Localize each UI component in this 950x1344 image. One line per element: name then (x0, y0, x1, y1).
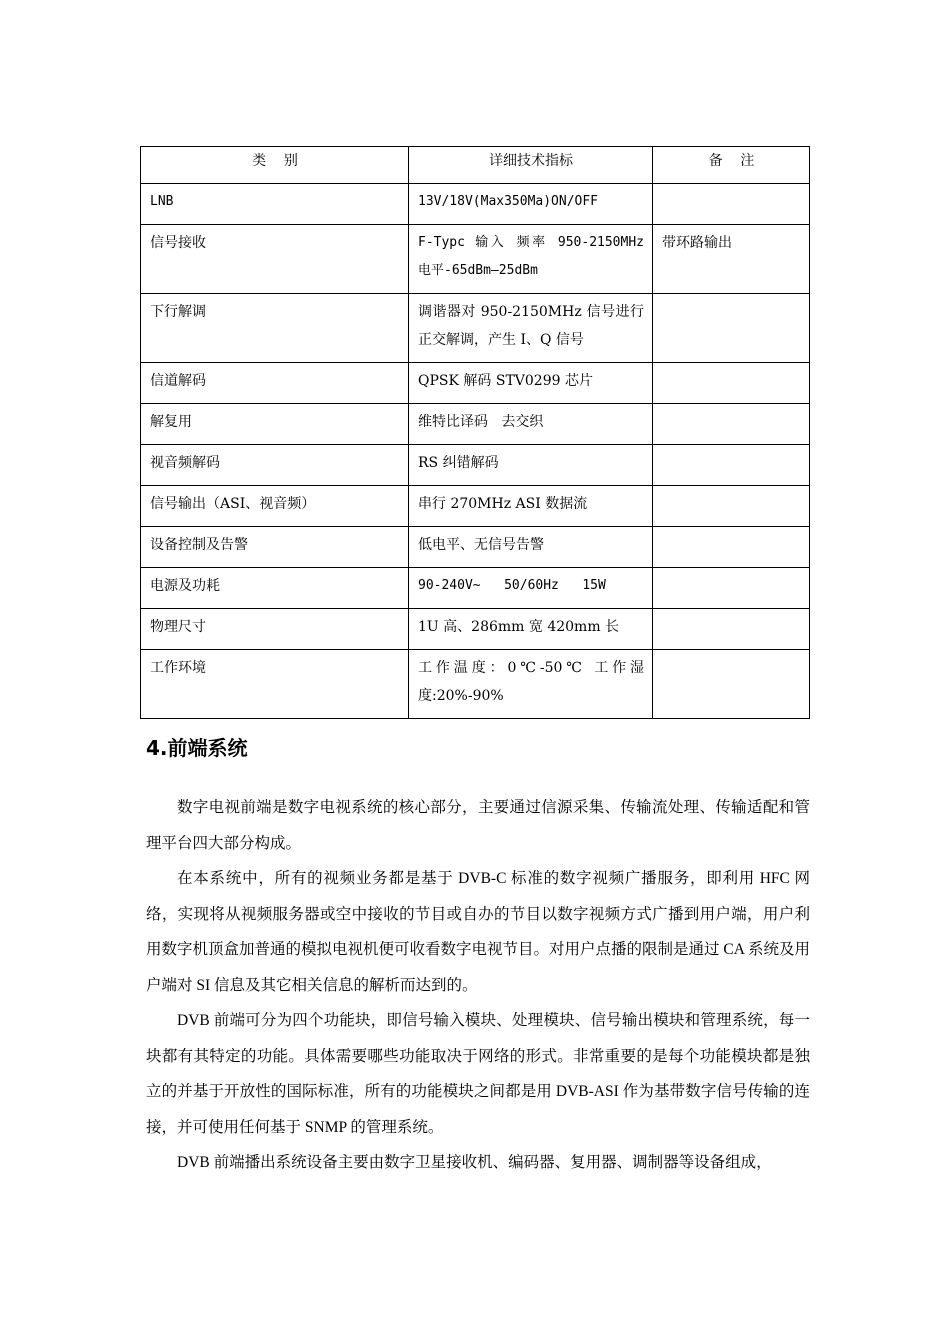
table-row (141, 363, 810, 404)
cell-note (653, 568, 810, 609)
cell-note (653, 527, 810, 568)
cell-detail: 串行 270MHz ASI 数据流 (409, 486, 653, 527)
cell-detail: 维特比译码 去交织 (409, 404, 653, 445)
header-detail: 详细技术指标 (409, 147, 653, 184)
cell-detail: 调谐器对 950-2150MHz 信号进行正交解调，产生 I、Q 信号 (409, 294, 653, 363)
table-row (141, 486, 810, 527)
cell-note (653, 184, 810, 225)
spec-table (140, 146, 810, 719)
cell-detail: RS 纠错解码 (409, 445, 653, 486)
cell-category: 信号接收 (141, 225, 409, 294)
cell-note (653, 609, 810, 650)
paragraph: 数字电视前端是数字电视系统的核心部分，主要通过信源采集、传输流处理、传输适配和管理平台四大部分构成。 (146, 799, 810, 852)
table-row (141, 225, 810, 294)
cell-note (653, 294, 810, 363)
cell-note: 带环路输出 (653, 225, 810, 294)
cell-category: 设备控制及告警 (141, 527, 409, 568)
table-row (141, 445, 810, 486)
paragraph: DVB 前端可分为四个功能块，即信号输入模块、处理模块、信号输出模块和管理系统，每一块都有其特定的功能。具体需要哪些功能取决于网络的形式。非常重要的是每个功能模块都是独立的并基于开放性的国际标准，所有的功能模块之间都是用 DVB-ASI 作为基带数字信号传输的连接，并可使用任何基于 SNMP 的管理系统。 (146, 1012, 810, 1136)
cell-category: 视音频解码 (141, 445, 409, 486)
table-header-row (141, 147, 810, 184)
cell-category: LNB (141, 184, 409, 225)
cell-detail: 1U 高、286mm 宽 420mm 长 (409, 609, 653, 650)
table-row (141, 527, 810, 568)
cell-note (653, 486, 810, 527)
body-text (146, 790, 810, 1181)
cell-detail: F-Typc 输入 频率 950-2150MHz 电平-65dBm—25dBm (409, 225, 653, 294)
cell-category: 物理尺寸 (141, 609, 409, 650)
table-row (141, 294, 810, 363)
header-note: 备 注 (653, 147, 810, 184)
table-row (141, 650, 810, 719)
paragraph: 在本系统中，所有的视频业务都是基于 DVB-C 标准的数字视频广播服务，即利用 HFC 网络，实现将从视频服务器或空中接收的节目或自办的节目以数字视频方式广播到用户端，用户利用数字机顶盒加普通的模拟电视机便可收看数字电视节目。对用户点播的限制是通过 CA 系统及用户端对 SI 信息及其它相关信息的解析而达到的。 (146, 870, 810, 994)
section-heading: 4.前端系统 (146, 736, 248, 760)
paragraph: DVB 前端播出系统设备主要由数字卫星接收机、编码器、复用器、调制器等设备组成， (177, 1154, 772, 1171)
header-category: 类 别 (141, 147, 409, 184)
cell-detail: 13V/18V(Max350Ma)ON/OFF (409, 184, 653, 225)
table-row (141, 609, 810, 650)
cell-detail: QPSK 解码 STV0299 芯片 (409, 363, 653, 404)
cell-category: 下行解调 (141, 294, 409, 363)
cell-note (653, 404, 810, 445)
cell-note (653, 363, 810, 404)
table-row (141, 404, 810, 445)
table-row (141, 184, 810, 225)
cell-note (653, 650, 810, 719)
table-row (141, 568, 810, 609)
cell-note (653, 445, 810, 486)
cell-category: 解复用 (141, 404, 409, 445)
cell-detail: 90-240V~ 50/60Hz 15W (409, 568, 653, 609)
cell-category: 工作环境 (141, 650, 409, 719)
cell-category: 信号输出（ASI、视音频） (141, 486, 409, 527)
cell-detail: 低电平、无信号告警 (409, 527, 653, 568)
cell-detail: 工作温度：0℃-50℃ 工作湿度:20%-90% (409, 650, 653, 719)
cell-category: 电源及功耗 (141, 568, 409, 609)
cell-category: 信道解码 (141, 363, 409, 404)
